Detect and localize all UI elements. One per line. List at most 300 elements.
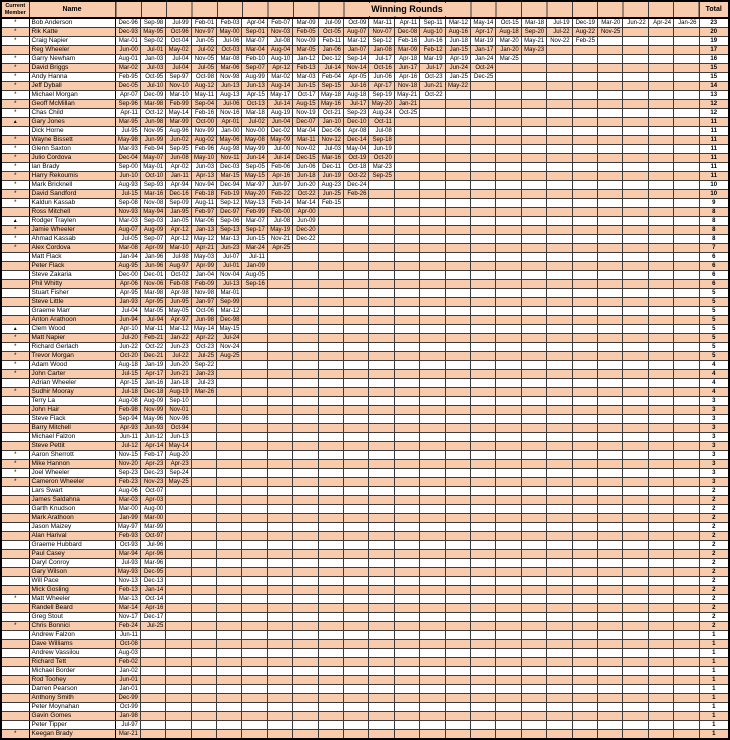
round-date-cell[interactable]	[293, 442, 318, 451]
round-date-cell[interactable]: Nov-22	[547, 37, 572, 46]
round-date-cell[interactable]	[166, 685, 191, 694]
round-date-cell[interactable]: Mar-01	[115, 37, 140, 46]
round-date-cell[interactable]	[140, 685, 165, 694]
member-marker-cell[interactable]	[1, 415, 29, 424]
round-date-cell[interactable]	[191, 514, 216, 523]
round-date-cell[interactable]	[217, 721, 242, 730]
round-date-cell[interactable]	[242, 316, 267, 325]
round-date-cell[interactable]	[267, 604, 292, 613]
round-date-cell[interactable]	[521, 181, 546, 190]
round-date-cell[interactable]	[217, 379, 242, 388]
member-name-cell[interactable]: Ross Mitchell	[29, 208, 115, 217]
round-date-cell[interactable]: Apr-10	[115, 325, 140, 334]
round-date-cell[interactable]	[547, 532, 572, 541]
total-cell[interactable]: 3	[699, 478, 729, 487]
round-date-cell[interactable]: Nov-19	[293, 109, 318, 118]
round-date-cell[interactable]	[648, 307, 673, 316]
round-date-cell[interactable]	[597, 721, 622, 730]
round-date-cell[interactable]: Nov-12	[318, 136, 343, 145]
round-date-cell[interactable]: Apr-16	[140, 604, 165, 613]
round-date-cell[interactable]	[547, 235, 572, 244]
round-date-cell[interactable]: Jan-24	[470, 55, 495, 64]
round-date-cell[interactable]	[166, 487, 191, 496]
round-date-cell[interactable]	[470, 154, 495, 163]
round-date-cell[interactable]	[293, 532, 318, 541]
total-cell[interactable]: 5	[699, 352, 729, 361]
round-date-cell[interactable]	[572, 406, 597, 415]
round-date-cell[interactable]	[648, 316, 673, 325]
round-date-cell[interactable]	[623, 406, 648, 415]
round-date-cell[interactable]	[496, 478, 521, 487]
member-name-cell[interactable]: Graeme Hubbard	[29, 541, 115, 550]
round-date-cell[interactable]	[344, 541, 369, 550]
round-date-cell[interactable]	[166, 730, 191, 740]
member-name-cell[interactable]: Michael Border	[29, 667, 115, 676]
total-cell[interactable]: 2	[699, 577, 729, 586]
round-date-cell[interactable]	[521, 568, 546, 577]
round-date-cell[interactable]	[420, 163, 445, 172]
round-date-cell[interactable]	[242, 523, 267, 532]
round-date-cell[interactable]	[547, 685, 572, 694]
round-date-cell[interactable]	[572, 235, 597, 244]
round-date-cell[interactable]: Nov-93	[115, 208, 140, 217]
round-date-cell[interactable]	[394, 532, 419, 541]
round-date-cell[interactable]	[521, 685, 546, 694]
round-date-cell[interactable]: Feb-07	[267, 18, 292, 28]
round-date-cell[interactable]	[521, 190, 546, 199]
round-date-cell[interactable]: Dec-02	[267, 127, 292, 136]
round-date-cell[interactable]: May-99	[242, 145, 267, 154]
round-date-cell[interactable]	[674, 451, 699, 460]
round-date-cell[interactable]: Jun-96	[140, 262, 165, 271]
round-date-cell[interactable]	[344, 262, 369, 271]
round-date-cell[interactable]	[623, 631, 648, 640]
round-date-cell[interactable]	[344, 379, 369, 388]
round-date-cell[interactable]	[293, 676, 318, 685]
round-date-cell[interactable]	[547, 343, 572, 352]
round-date-cell[interactable]	[420, 208, 445, 217]
round-date-cell[interactable]: Mar-99	[140, 523, 165, 532]
round-date-cell[interactable]	[369, 703, 394, 712]
round-date-cell[interactable]	[648, 289, 673, 298]
round-date-cell[interactable]	[318, 694, 343, 703]
round-date-cell[interactable]	[648, 478, 673, 487]
round-date-cell[interactable]	[597, 64, 622, 73]
round-date-cell[interactable]	[420, 226, 445, 235]
round-date-cell[interactable]	[166, 640, 191, 649]
total-cell[interactable]: 1	[699, 640, 729, 649]
round-date-cell[interactable]	[496, 415, 521, 424]
member-name-cell[interactable]: Mark Bricknell	[29, 181, 115, 190]
total-cell[interactable]: 1	[699, 694, 729, 703]
round-date-cell[interactable]: Nov-99	[191, 127, 216, 136]
round-date-cell[interactable]	[267, 541, 292, 550]
round-date-cell[interactable]	[674, 181, 699, 190]
round-date-cell[interactable]: Oct-96	[166, 28, 191, 37]
round-date-cell[interactable]	[267, 586, 292, 595]
round-date-cell[interactable]: Jan-08	[369, 46, 394, 55]
round-date-cell[interactable]	[674, 136, 699, 145]
round-date-cell[interactable]	[293, 343, 318, 352]
round-date-cell[interactable]	[572, 343, 597, 352]
round-date-cell[interactable]	[242, 550, 267, 559]
round-date-cell[interactable]	[623, 253, 648, 262]
round-date-cell[interactable]	[267, 622, 292, 631]
round-date-cell[interactable]	[623, 577, 648, 586]
round-date-cell[interactable]	[521, 703, 546, 712]
round-date-cell[interactable]	[420, 721, 445, 730]
round-date-cell[interactable]: Jan-07	[344, 46, 369, 55]
round-date-cell[interactable]	[394, 433, 419, 442]
round-date-cell[interactable]	[521, 478, 546, 487]
round-date-cell[interactable]	[597, 496, 622, 505]
round-date-cell[interactable]	[420, 433, 445, 442]
round-date-cell[interactable]	[242, 712, 267, 721]
round-date-cell[interactable]: Dec-21	[140, 352, 165, 361]
round-date-cell[interactable]	[293, 568, 318, 577]
round-date-cell[interactable]	[369, 577, 394, 586]
round-date-cell[interactable]	[394, 181, 419, 190]
member-name-cell[interactable]: Michael Morgan	[29, 91, 115, 100]
round-date-cell[interactable]: Aug-95	[115, 262, 140, 271]
round-date-cell[interactable]	[318, 541, 343, 550]
round-date-cell[interactable]	[674, 388, 699, 397]
round-date-cell[interactable]	[623, 388, 648, 397]
round-date-cell[interactable]: May-16	[318, 100, 343, 109]
round-date-cell[interactable]	[597, 334, 622, 343]
round-date-cell[interactable]	[191, 424, 216, 433]
round-date-cell[interactable]	[674, 109, 699, 118]
member-name-cell[interactable]: Ian Brady	[29, 163, 115, 172]
round-date-cell[interactable]	[420, 577, 445, 586]
round-date-cell[interactable]	[674, 208, 699, 217]
round-date-cell[interactable]	[420, 334, 445, 343]
round-date-cell[interactable]	[166, 568, 191, 577]
round-date-cell[interactable]	[318, 388, 343, 397]
round-date-cell[interactable]	[623, 298, 648, 307]
round-date-cell[interactable]	[623, 649, 648, 658]
round-date-cell[interactable]: Jun-18	[293, 172, 318, 181]
member-marker-cell[interactable]: *	[1, 145, 29, 154]
round-date-cell[interactable]	[623, 478, 648, 487]
total-cell[interactable]: 15	[699, 64, 729, 73]
round-date-cell[interactable]	[521, 316, 546, 325]
round-date-cell[interactable]: Jul-23	[191, 379, 216, 388]
round-date-cell[interactable]	[420, 127, 445, 136]
round-date-cell[interactable]: Mar-00	[115, 505, 140, 514]
total-cell[interactable]: 13	[699, 91, 729, 100]
member-name-cell[interactable]: Chris Bonnici	[29, 622, 115, 631]
round-date-cell[interactable]: Mar-93	[115, 145, 140, 154]
round-date-cell[interactable]: Apr-16	[394, 73, 419, 82]
round-date-cell[interactable]	[445, 478, 470, 487]
member-marker-cell[interactable]	[1, 46, 29, 55]
round-date-cell[interactable]	[420, 118, 445, 127]
round-date-cell[interactable]	[547, 46, 572, 55]
round-date-cell[interactable]	[217, 622, 242, 631]
round-date-cell[interactable]	[445, 406, 470, 415]
round-date-cell[interactable]	[648, 685, 673, 694]
round-date-cell[interactable]	[369, 514, 394, 523]
round-date-cell[interactable]	[369, 712, 394, 721]
total-cell[interactable]: 5	[699, 334, 729, 343]
round-date-cell[interactable]	[318, 253, 343, 262]
round-date-cell[interactable]	[470, 109, 495, 118]
round-date-cell[interactable]	[496, 496, 521, 505]
member-marker-cell[interactable]	[1, 667, 29, 676]
round-date-cell[interactable]	[394, 478, 419, 487]
round-date-cell[interactable]	[445, 550, 470, 559]
round-date-cell[interactable]: Mar-07	[242, 37, 267, 46]
round-date-cell[interactable]	[445, 379, 470, 388]
round-date-cell[interactable]	[648, 145, 673, 154]
round-date-cell[interactable]	[267, 712, 292, 721]
round-date-cell[interactable]	[674, 289, 699, 298]
round-date-cell[interactable]	[572, 568, 597, 577]
round-date-cell[interactable]	[191, 712, 216, 721]
round-date-cell[interactable]	[648, 298, 673, 307]
round-date-cell[interactable]	[344, 685, 369, 694]
round-date-cell[interactable]	[445, 91, 470, 100]
round-date-cell[interactable]	[547, 352, 572, 361]
round-date-cell[interactable]	[344, 604, 369, 613]
round-date-cell[interactable]	[496, 694, 521, 703]
round-date-cell[interactable]	[191, 703, 216, 712]
round-date-cell[interactable]: Mar-23	[369, 163, 394, 172]
round-date-cell[interactable]	[470, 100, 495, 109]
round-date-cell[interactable]	[496, 379, 521, 388]
round-date-cell[interactable]	[318, 442, 343, 451]
round-date-cell[interactable]	[191, 730, 216, 740]
round-date-cell[interactable]: Aug-15	[293, 100, 318, 109]
member-marker-cell[interactable]	[1, 604, 29, 613]
round-date-cell[interactable]	[496, 505, 521, 514]
round-date-cell[interactable]	[648, 397, 673, 406]
round-date-cell[interactable]	[674, 712, 699, 721]
round-date-cell[interactable]	[267, 415, 292, 424]
round-date-cell[interactable]	[420, 523, 445, 532]
round-date-cell[interactable]	[369, 559, 394, 568]
round-date-cell[interactable]	[597, 316, 622, 325]
round-date-cell[interactable]: Aug-25	[217, 352, 242, 361]
round-date-cell[interactable]	[496, 190, 521, 199]
round-date-cell[interactable]	[521, 442, 546, 451]
round-date-cell[interactable]: Sep-02	[140, 37, 165, 46]
round-date-cell[interactable]	[470, 505, 495, 514]
round-date-cell[interactable]	[318, 226, 343, 235]
round-date-cell[interactable]	[572, 613, 597, 622]
round-date-cell[interactable]	[648, 523, 673, 532]
round-date-cell[interactable]	[267, 442, 292, 451]
round-date-cell[interactable]: Feb-93	[115, 532, 140, 541]
round-date-cell[interactable]: Mar-14	[293, 199, 318, 208]
round-date-cell[interactable]: Nov-07	[369, 28, 394, 37]
round-date-cell[interactable]	[470, 721, 495, 730]
total-cell[interactable]: 1	[699, 721, 729, 730]
member-name-cell[interactable]: Andrew Vassilou	[29, 649, 115, 658]
round-date-cell[interactable]	[420, 514, 445, 523]
round-date-cell[interactable]	[623, 226, 648, 235]
round-date-cell[interactable]	[344, 316, 369, 325]
round-date-cell[interactable]: Jun-97	[267, 181, 292, 190]
round-date-cell[interactable]: Mar-05	[293, 46, 318, 55]
round-date-cell[interactable]: Oct-21	[318, 109, 343, 118]
round-date-cell[interactable]	[267, 559, 292, 568]
round-date-cell[interactable]	[293, 505, 318, 514]
round-date-cell[interactable]	[293, 595, 318, 604]
member-marker-cell[interactable]: *	[1, 91, 29, 100]
round-date-cell[interactable]	[318, 397, 343, 406]
member-name-cell[interactable]: Gavin Gomes	[29, 712, 115, 721]
round-date-cell[interactable]: Nov-15	[115, 451, 140, 460]
round-date-cell[interactable]	[445, 388, 470, 397]
round-date-cell[interactable]	[623, 667, 648, 676]
round-date-cell[interactable]: Jul-09	[318, 18, 343, 28]
round-date-cell[interactable]: Feb-01	[191, 18, 216, 28]
round-date-cell[interactable]: Jun-20	[166, 361, 191, 370]
round-date-cell[interactable]	[623, 613, 648, 622]
round-date-cell[interactable]	[470, 325, 495, 334]
round-date-cell[interactable]: Aug-13	[217, 91, 242, 100]
round-date-cell[interactable]	[572, 154, 597, 163]
round-date-cell[interactable]	[445, 631, 470, 640]
round-date-cell[interactable]	[217, 658, 242, 667]
round-date-cell[interactable]: Mar-19	[470, 37, 495, 46]
member-name-cell[interactable]: Daryl Conroy	[29, 559, 115, 568]
round-date-cell[interactable]: Nov-10	[166, 82, 191, 91]
round-date-cell[interactable]	[293, 307, 318, 316]
round-date-cell[interactable]	[445, 316, 470, 325]
round-date-cell[interactable]	[293, 289, 318, 298]
round-date-cell[interactable]	[674, 469, 699, 478]
round-date-cell[interactable]	[318, 721, 343, 730]
round-date-cell[interactable]	[394, 208, 419, 217]
round-date-cell[interactable]: Feb-98	[115, 406, 140, 415]
round-date-cell[interactable]	[217, 676, 242, 685]
total-cell[interactable]: 16	[699, 55, 729, 64]
round-date-cell[interactable]: Apr-93	[115, 424, 140, 433]
round-date-cell[interactable]	[674, 649, 699, 658]
round-date-cell[interactable]	[648, 73, 673, 82]
round-date-cell[interactable]: Mar-96	[140, 559, 165, 568]
round-date-cell[interactable]	[242, 730, 267, 740]
round-date-cell[interactable]	[420, 145, 445, 154]
round-date-cell[interactable]	[597, 595, 622, 604]
round-date-cell[interactable]	[597, 622, 622, 631]
round-date-cell[interactable]: Oct-20	[369, 154, 394, 163]
round-date-cell[interactable]	[572, 73, 597, 82]
round-date-cell[interactable]	[521, 550, 546, 559]
round-date-cell[interactable]	[674, 235, 699, 244]
member-marker-cell[interactable]: *	[1, 73, 29, 82]
round-date-cell[interactable]: Apr-18	[394, 55, 419, 64]
round-date-cell[interactable]: Jan-20	[496, 46, 521, 55]
round-date-cell[interactable]	[648, 361, 673, 370]
round-date-cell[interactable]	[242, 388, 267, 397]
round-date-cell[interactable]: Feb-25	[572, 37, 597, 46]
round-date-cell[interactable]	[318, 325, 343, 334]
round-date-cell[interactable]	[648, 154, 673, 163]
round-date-cell[interactable]: Dec-99	[115, 694, 140, 703]
member-name-cell[interactable]: Rik Katte	[29, 28, 115, 37]
round-date-cell[interactable]	[547, 676, 572, 685]
member-name-cell[interactable]: John Hair	[29, 406, 115, 415]
round-date-cell[interactable]	[496, 82, 521, 91]
round-date-cell[interactable]	[394, 622, 419, 631]
round-date-cell[interactable]	[572, 541, 597, 550]
round-date-cell[interactable]	[369, 343, 394, 352]
round-date-cell[interactable]	[521, 649, 546, 658]
round-date-cell[interactable]: May-04	[344, 145, 369, 154]
round-date-cell[interactable]	[572, 334, 597, 343]
round-date-cell[interactable]	[344, 649, 369, 658]
round-date-cell[interactable]	[623, 343, 648, 352]
total-cell[interactable]: 5	[699, 307, 729, 316]
round-date-cell[interactable]	[369, 253, 394, 262]
member-name-cell[interactable]: Richard Tett	[29, 658, 115, 667]
round-date-cell[interactable]	[597, 82, 622, 91]
round-date-cell[interactable]: Feb-21	[140, 334, 165, 343]
round-date-cell[interactable]	[394, 694, 419, 703]
round-date-cell[interactable]	[242, 532, 267, 541]
round-date-cell[interactable]	[572, 145, 597, 154]
round-date-cell[interactable]: Nov-03	[267, 28, 292, 37]
round-date-cell[interactable]	[470, 568, 495, 577]
round-date-cell[interactable]: Jun-04	[267, 118, 292, 127]
round-date-cell[interactable]	[318, 730, 343, 740]
round-date-cell[interactable]: Aug-24	[369, 109, 394, 118]
round-date-cell[interactable]	[242, 478, 267, 487]
round-date-cell[interactable]	[597, 676, 622, 685]
round-date-cell[interactable]: Jan-93	[115, 298, 140, 307]
round-date-cell[interactable]: Oct-24	[470, 64, 495, 73]
round-date-cell[interactable]: Nov-11	[217, 154, 242, 163]
round-date-cell[interactable]: Mar-04	[293, 127, 318, 136]
round-date-cell[interactable]	[166, 649, 191, 658]
round-date-cell[interactable]	[445, 172, 470, 181]
round-date-cell[interactable]: Mar-12	[445, 18, 470, 28]
round-date-cell[interactable]: Jul-25	[191, 352, 216, 361]
round-date-cell[interactable]: Nov-20	[115, 460, 140, 469]
round-date-cell[interactable]	[623, 208, 648, 217]
round-date-cell[interactable]	[318, 703, 343, 712]
round-date-cell[interactable]	[648, 37, 673, 46]
round-date-cell[interactable]	[166, 694, 191, 703]
round-date-cell[interactable]	[420, 397, 445, 406]
round-date-cell[interactable]	[597, 208, 622, 217]
round-date-cell[interactable]	[267, 649, 292, 658]
round-date-cell[interactable]: Jul-08	[369, 127, 394, 136]
member-name-cell[interactable]: Kaldun Kassab	[29, 199, 115, 208]
round-date-cell[interactable]	[267, 316, 292, 325]
round-date-cell[interactable]	[572, 532, 597, 541]
total-cell[interactable]: 11	[699, 127, 729, 136]
member-name-cell[interactable]: Mick Gosling	[29, 586, 115, 595]
round-date-cell[interactable]: Jan-05	[166, 217, 191, 226]
total-cell[interactable]: 3	[699, 460, 729, 469]
round-date-cell[interactable]	[547, 496, 572, 505]
round-date-cell[interactable]	[318, 451, 343, 460]
round-date-cell[interactable]	[369, 505, 394, 514]
round-date-cell[interactable]	[267, 685, 292, 694]
round-date-cell[interactable]	[166, 604, 191, 613]
round-date-cell[interactable]	[623, 325, 648, 334]
round-date-cell[interactable]	[267, 577, 292, 586]
round-date-cell[interactable]	[547, 127, 572, 136]
round-date-cell[interactable]	[293, 541, 318, 550]
round-date-cell[interactable]: Oct-13	[242, 100, 267, 109]
round-date-cell[interactable]	[191, 658, 216, 667]
